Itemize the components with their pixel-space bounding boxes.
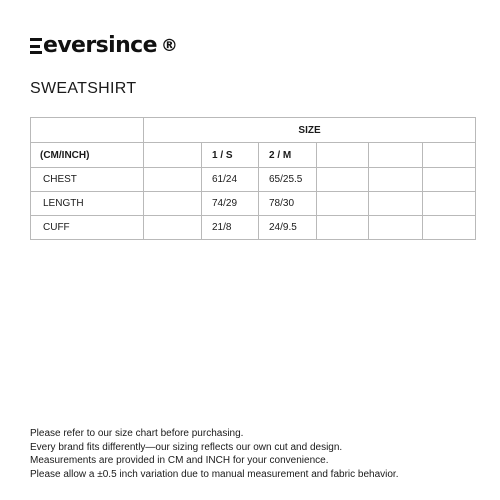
note-line: Measurements are provided in CM and INCH for your convenience.	[30, 455, 329, 466]
measurement-value: 24/9.5	[259, 216, 317, 240]
note-line: Please allow a ±0.5 inch variation due to manual measurement and fabric behavior.	[30, 468, 399, 480]
measurement-value	[369, 216, 423, 240]
registered-mark: ®	[160, 35, 178, 56]
measurement-value	[317, 216, 369, 240]
table-row	[31, 168, 476, 192]
brand-e-mark	[30, 38, 42, 54]
measurement-label: CHEST	[31, 168, 144, 192]
unit-label: (CM/INCH)	[31, 143, 144, 168]
measurement-value	[317, 168, 369, 192]
table-header-row	[31, 118, 476, 143]
size-label	[423, 143, 476, 168]
product-title: SWEATSHIRT	[30, 80, 137, 97]
table-row	[31, 216, 476, 240]
size-chart-table	[30, 117, 476, 240]
measurement-value: 78/30	[259, 192, 317, 216]
size-label	[369, 143, 423, 168]
spacer-cell	[144, 192, 202, 216]
measurement-value	[317, 192, 369, 216]
note-line: Every brand fits differently—our sizing reflects our own cut and design.	[30, 441, 343, 453]
size-label-row	[31, 143, 476, 168]
size-label: 2 / M	[259, 143, 317, 168]
measurement-value: 61/24	[202, 168, 259, 192]
measurement-value	[423, 192, 476, 216]
table-row	[31, 192, 476, 216]
size-spacer-cell	[144, 143, 202, 168]
sizing-notes	[30, 427, 398, 481]
size-label	[317, 143, 369, 168]
measurement-value	[369, 192, 423, 216]
header-corner-cell	[31, 118, 144, 143]
measurement-value: 74/29	[202, 192, 259, 216]
measurement-value	[423, 168, 476, 192]
measurement-label: LENGTH	[31, 192, 144, 216]
spacer-cell	[144, 168, 202, 192]
brand-logo	[30, 32, 178, 60]
size-header: SIZE	[144, 118, 476, 143]
measurement-label: CUFF	[31, 216, 144, 240]
note-line: Please refer to our size chart before purchasing.	[30, 428, 244, 439]
measurement-value: 65/25.5	[259, 168, 317, 192]
measurement-value	[369, 168, 423, 192]
measurement-value: 21/8	[202, 216, 259, 240]
measurement-value	[423, 216, 476, 240]
brand-name: eversince	[43, 33, 157, 58]
spacer-cell	[144, 216, 202, 240]
size-label: 1 / S	[202, 143, 259, 168]
